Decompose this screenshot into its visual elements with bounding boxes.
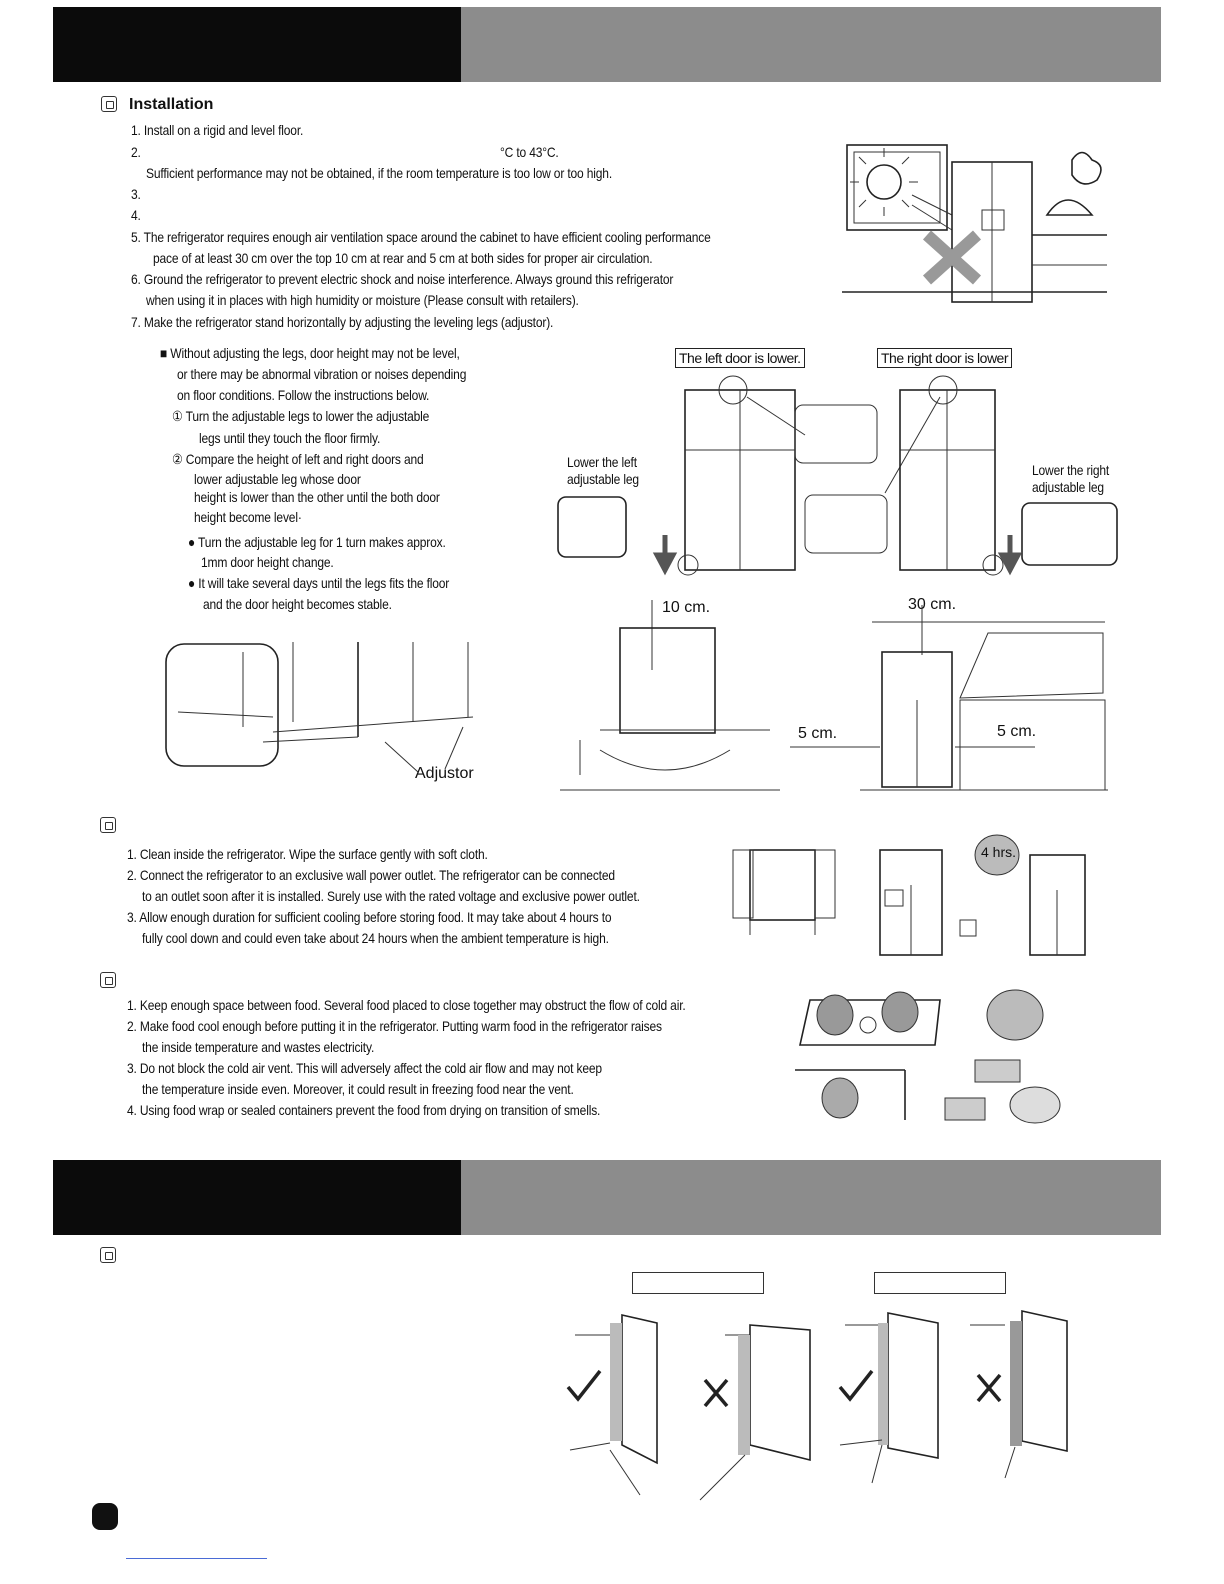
lower-left-label-1: Lower the left	[567, 454, 637, 470]
header-band-black	[53, 7, 461, 82]
install-item-5-detail: pace of at least 30 cm over the top 10 cm at rear and 5 cm at both sides for proper air circulation.	[153, 250, 653, 266]
install-item-6-detail: when using it in places with high humidity or moisture (Please consult with retailers).	[146, 292, 579, 308]
section-checkbox-icon	[101, 96, 117, 112]
leveling-step-2-detail-b: height is lower than the other until the both door	[194, 489, 440, 505]
install-item-6: 6. Ground the refrigerator to prevent electric shock and noise interference. Always ground this refrigerator	[131, 271, 674, 287]
lower-right-label-2: adjustable leg	[1032, 479, 1104, 495]
adjustor-illustration	[163, 637, 483, 772]
install-item-2: 2.	[131, 144, 141, 160]
header-band-top	[53, 7, 1161, 82]
before-use-item-3: 3. Allow enough duration for sufficient cooling before storing food. It may take about 4 hours to	[127, 909, 612, 925]
food-storage-illustration	[790, 970, 1090, 1130]
install-item-4: 4.	[131, 207, 141, 223]
leveling-step-2-detail-a: lower adjustable leg whose door	[194, 471, 361, 487]
dim-30cm-label: 30 cm.	[908, 596, 957, 613]
section-checkbox-icon	[100, 817, 116, 833]
leveling-step-2-detail-c: height become level·	[194, 509, 302, 525]
clearance-diagram	[560, 590, 1110, 800]
leveling-line-2: or there may be abnormal vibration or noises depending	[177, 366, 467, 382]
leveling-bullet-1-detail: 1mm door height change.	[201, 554, 334, 570]
link-underline[interactable]	[126, 1558, 267, 1559]
four-hours-bubble: 4 hrs.	[981, 844, 1017, 860]
before-use-item-2-detail: to an outlet soon after it is installed. Surely use with the rated voltage and exclusive power outlet.	[142, 888, 640, 904]
section-checkbox-icon	[100, 1247, 116, 1263]
leveling-line-1: ■ Without adjusting the legs, door height may not be level,	[160, 345, 460, 361]
right-door-lower-label: The right door is lower	[877, 348, 1012, 368]
leveling-step-1: ① Turn the adjustable legs to lower the adjustable	[172, 408, 430, 424]
door-opening-illustration	[560, 1295, 1105, 1500]
leveling-bullet-2: ● It will take several days until the legs fits the floor	[188, 575, 450, 591]
install-item-3: 3.	[131, 186, 141, 202]
lower-right-label-1: Lower the right	[1032, 462, 1110, 478]
leveling-step-2: ② Compare the height of left and right doors and	[172, 451, 424, 467]
left-door-lower-label: The left door is lower.	[675, 348, 805, 368]
install-item-2-detail: Sufficient performance may not be obtained, if the room temperature is too low or too high.	[146, 165, 612, 181]
lower-left-label-2: adjustable leg	[567, 471, 639, 487]
adjustor-label: Adjustor	[415, 765, 474, 782]
before-use-item-1: 1. Clean inside the refrigerator. Wipe the surface gently with soft cloth.	[127, 846, 488, 862]
food-item-3-detail: the temperature inside even. Moreover, it could result in freezing food near the vent.	[142, 1081, 574, 1097]
leveling-bullet-2-detail: and the door height becomes stable.	[203, 596, 392, 612]
before-use-item-2: 2. Connect the refrigerator to an exclusive wall power outlet. The refrigerator can be connected	[127, 867, 615, 883]
installation-title: Installation	[129, 96, 214, 113]
install-item-1: 1. Install on a rigid and level floor.	[131, 122, 304, 138]
before-use-item-3-detail: fully cool down and could even take about 24 hours when the ambient temperature is high.	[142, 930, 609, 946]
section-checkbox-icon	[100, 972, 116, 988]
food-item-2: 2. Make food cool enough before putting it in the refrigerator. Putting warm food in the refrigerator raises	[127, 1018, 662, 1034]
leveling-line-3: on floor conditions. Follow the instructions below.	[177, 387, 430, 403]
before-use-illustration	[725, 830, 1095, 960]
food-item-4: 4. Using food wrap or sealed containers prevent the food from drying on transition of smells.	[127, 1102, 601, 1118]
dim-10cm-label: 10 cm.	[662, 599, 711, 616]
food-item-3: 3. Do not block the cold air vent. This will adversely affect the cold air flow and may not keep	[127, 1060, 602, 1076]
header-band-bottom	[53, 1160, 1161, 1235]
leveling-step-1-detail: legs until they touch the floor firmly.	[199, 430, 381, 446]
food-item-2-detail: the inside temperature and wastes electricity.	[142, 1039, 375, 1055]
install-item-5: 5. The refrigerator requires enough air ventilation space around the cabinet to have efficient cooling performance	[131, 229, 711, 245]
door-caption-box-right	[874, 1272, 1006, 1294]
dim-5cm-right-label: 5 cm.	[997, 723, 1037, 740]
heat-warning-illustration	[842, 140, 1112, 305]
install-item-2-temp: °C to 43°C.	[500, 144, 559, 160]
page-number-badge	[92, 1503, 118, 1530]
door-caption-box-left	[632, 1272, 764, 1294]
door-leveling-diagram	[555, 375, 1120, 580]
dim-5cm-left-label: 5 cm.	[798, 725, 838, 742]
header-band-gray	[461, 7, 1161, 82]
header-band-black	[53, 1160, 461, 1235]
header-band-gray	[461, 1160, 1161, 1235]
install-item-7: 7. Make the refrigerator stand horizontally by adjusting the leveling legs (adjustor).	[131, 314, 554, 330]
food-item-1: 1. Keep enough space between food. Several food placed to close together may obstruct the flow of cold air.	[127, 997, 686, 1013]
leveling-bullet-1: ● Turn the adjustable leg for 1 turn makes approx.	[188, 534, 446, 550]
